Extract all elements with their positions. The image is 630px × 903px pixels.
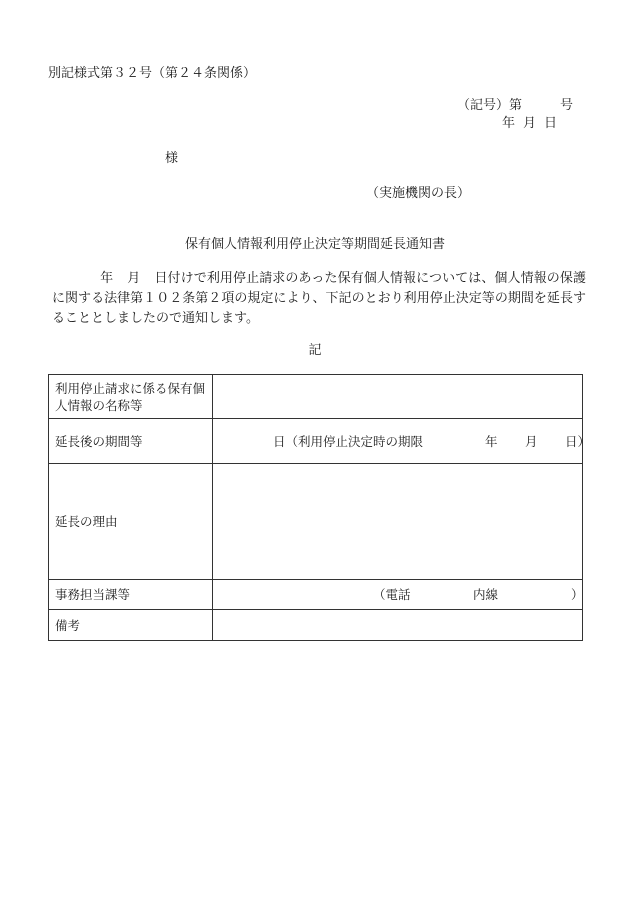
extended-year: 年: [485, 433, 498, 449]
body-text: 日付けで利用停止請求のあった保有個人情報については、個人情報の保護に関する法律第１０２条第２項の規定により、下記のとおり利用停止決定等の期間を延長することとしましたので通知します。: [52, 271, 586, 326]
extension-reason-value: [213, 464, 583, 580]
office-value: [213, 580, 583, 610]
info-name-label: 利用停止請求に係る保有個人情報の名称等: [49, 375, 213, 419]
extended-month: 月: [525, 433, 538, 449]
table-row: [49, 419, 583, 464]
extended-period-value: [213, 419, 591, 464]
table-row: [49, 580, 583, 610]
extended-period-label: 延長後の期間等: [49, 419, 213, 464]
form-number: 別記様式第３２号（第２４条関係）: [48, 66, 257, 81]
date-year: 年: [502, 116, 516, 131]
body-year: 年: [100, 271, 114, 286]
document-title: 保有個人情報利用停止決定等期間延長通知書: [184, 237, 445, 252]
issue-date-line: [502, 116, 557, 132]
notice-body: [52, 269, 586, 329]
office-label: 事務担当課等: [49, 580, 213, 610]
body-month: 月: [127, 271, 141, 286]
date-day: 日: [544, 116, 558, 131]
phone-close: ）: [571, 587, 584, 602]
table-row: [49, 610, 583, 641]
sender-label: （実施機関の長）: [366, 186, 471, 201]
extended-day: 日（利用停止決定時の期限: [273, 433, 424, 449]
date-month: 月: [523, 116, 537, 131]
extended-close: 日）: [565, 433, 591, 449]
addressee-honorific: 様: [165, 151, 179, 166]
ki-heading: 記: [308, 343, 322, 358]
extension-reason-label: 延長の理由: [49, 464, 213, 580]
remarks-value: [213, 610, 583, 641]
table-row: [49, 464, 583, 580]
record-label: （記号）第: [457, 98, 523, 113]
detail-table: [48, 374, 591, 641]
phone-label: （電話: [373, 587, 411, 602]
record-number-line: [457, 98, 573, 114]
remarks-label: 備考: [49, 610, 213, 641]
number-suffix: 号: [560, 98, 574, 113]
table-row: [49, 375, 583, 419]
info-name-value: [213, 375, 583, 419]
extension-label: 内線: [473, 587, 499, 602]
